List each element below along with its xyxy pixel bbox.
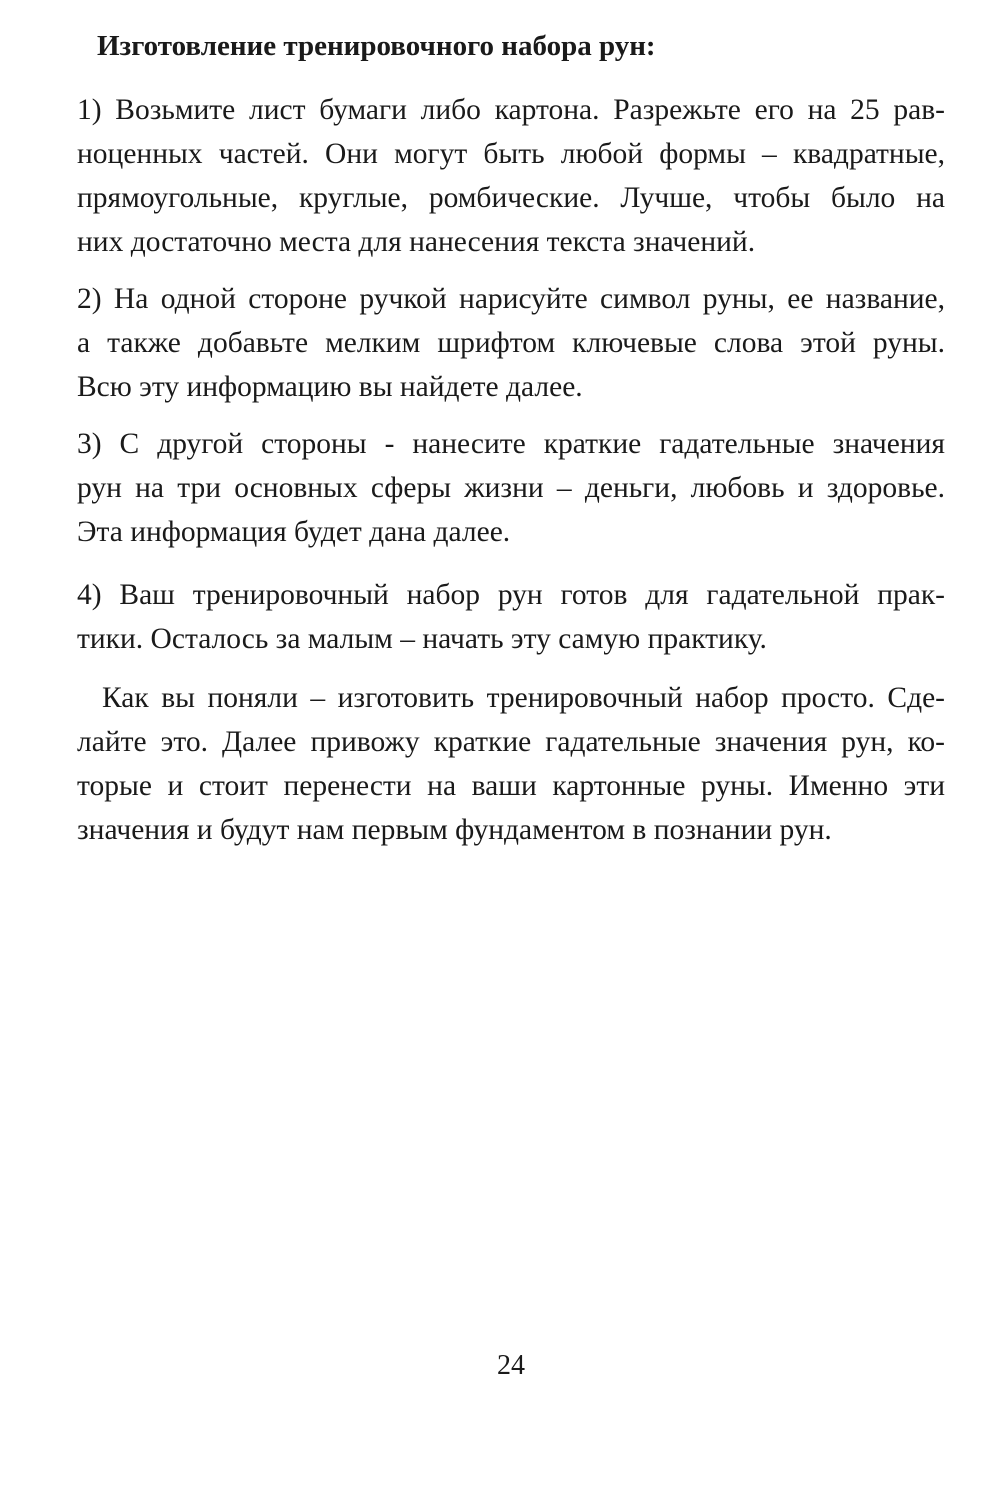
step-3-paragraph — [77, 422, 945, 554]
paragraph-line: тики. Осталось за малым – начать эту самую практику. — [77, 623, 767, 655]
paragraph-line: прямоугольные, круглые, ромбические. Лучше, чтобы было на — [77, 182, 945, 214]
paragraph-line: торые и стоит перенести на ваши картонные руны. Именно эти — [77, 770, 945, 802]
paragraph-line: Как вы поняли – изготовить тренировочный набор просто. Сде- — [102, 682, 945, 714]
paragraph-line: 1) Возьмите лист бумаги либо картона. Разрежьте его на 25 рав- — [77, 94, 945, 126]
paragraph-line: лайте это. Далее привожу краткие гадательные значения рун, ко- — [77, 726, 945, 758]
section-heading: Изготовление тренировочного набора рун: — [97, 30, 656, 62]
paragraph-line: а также добавьте мелким шрифтом ключевые слова этой руны. — [77, 327, 945, 359]
paragraph-line: Эта информация будет дана далее. — [77, 516, 511, 548]
paragraph-line: них достаточно места для нанесения текста значений. — [77, 226, 756, 258]
conclusion-paragraph — [77, 676, 945, 852]
paragraph-line: значения и будут нам первым фундаментом в познании рун. — [77, 814, 832, 846]
step-1-paragraph — [77, 88, 945, 264]
paragraph-line: ноценных частей. Они могут быть любой формы – квадратные, — [77, 138, 945, 170]
page-number: 24 — [497, 1350, 525, 1381]
step-2-paragraph — [77, 277, 945, 409]
paragraph-line: Всю эту информацию вы найдете далее. — [77, 371, 583, 403]
step-4-paragraph — [77, 573, 945, 661]
paragraph-line: 2) На одной стороне ручкой нарисуйте символ руны, ее название, — [77, 283, 945, 315]
paragraph-line: 3) С другой стороны - нанесите краткие гадательные значения — [77, 428, 945, 460]
paragraph-line: 4) Ваш тренировочный набор рун готов для гадательной прак- — [77, 579, 945, 611]
paragraph-line: рун на три основных сферы жизни – деньги, любовь и здоровье. — [77, 472, 945, 504]
